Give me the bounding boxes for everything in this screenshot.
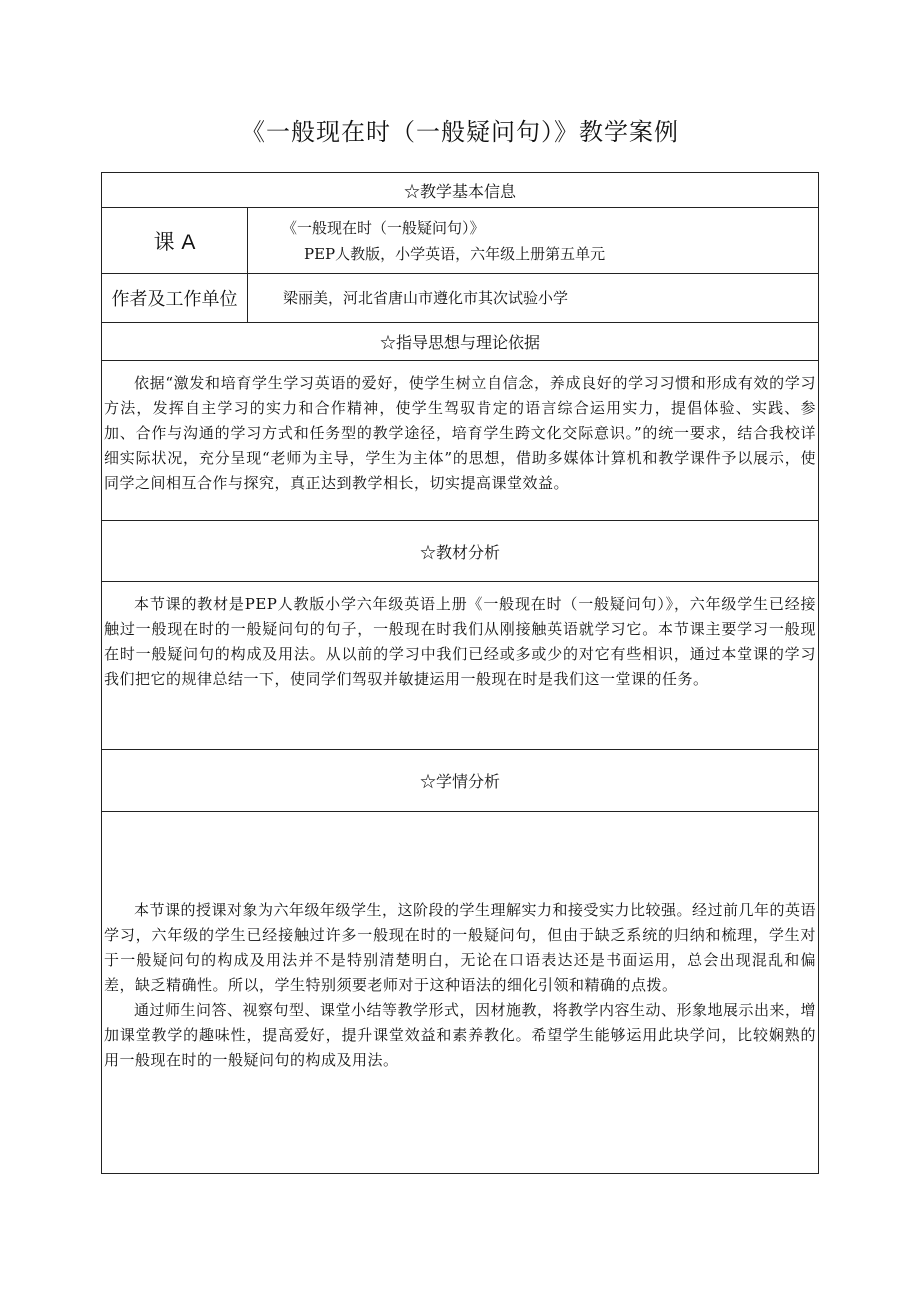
document-title: 《一般现在时（一般疑问句）》教学案例 [241, 118, 679, 146]
guiding-body [102, 361, 819, 521]
basic-info-header-row [102, 173, 819, 208]
course-label-prefix: 课 [153, 229, 175, 254]
guiding-paragraph: 依据“激发和培育学生学习英语的爱好，使学生树立自信念，养成良好的学习习惯和形成有效的学习方法，发挥自主学习的实力和合作精神，使学生驾驭肯定的语言综合运用实力，提倡体验、实践、参加、合作与沟通的学习方式和任务型的教学途径，培育学生跨文化交际意识。”的统一要求，结合我校详细实际状况，充分呈现“老师为主导，学生为主体”的思想，借助多媒体计算机和教学课件予以展示，使同学之间相互合作与探究，真正达到教学相长，切实提高课堂效益。 [104, 374, 817, 492]
guiding-header-row [102, 323, 819, 361]
basic-info-header: ☆教学基本信息 [102, 173, 819, 208]
course-value [248, 208, 819, 274]
material-header: ☆教材分析 [102, 521, 819, 582]
author-label: 作者及工作单位 [102, 274, 248, 323]
students-body [102, 812, 819, 1174]
students-header: ☆学情分析 [102, 750, 819, 812]
author-row [102, 274, 819, 323]
course-label-suffix: A [181, 230, 196, 254]
guiding-header: ☆指导思想与理论依据 [102, 323, 819, 361]
material-header-row [102, 521, 819, 582]
course-edition: PEP人教版，小学英语，六年级上册第五单元 [304, 244, 606, 263]
material-body [102, 582, 819, 750]
students-body-row [102, 812, 819, 1174]
material-body-row [102, 582, 819, 750]
guiding-body-row [102, 361, 819, 521]
course-row [102, 208, 819, 274]
students-paragraph-1: 本节课的授课对象为六年级年级学生，这阶段的学生理解实力和接受实力比较强。经过前几年的英语学习，六年级的学生已经接触过许多一般现在时的一般疑问句，但由于缺乏系统的归纳和梳理，学生对于一般疑问句的构成及用法并不是特别清楚明白，无论在口语表达还是书面运用，总会出现混乱和偏差，缺乏精确性。所以，学生特别须要老师对于这种语法的细化引领和精确的点拨。 [104, 901, 817, 994]
author-value: 梁丽美，河北省唐山市遵化市其次试验小学 [248, 274, 819, 323]
students-paragraph-2: 通过师生问答、视察句型、课堂小结等教学形式，因材施教，将教学内容生动、形象地展示出来，增加课堂教学的趣味性，提高爱好，提升课堂效益和素养教化。希望学生能够运用此块学问，比较娴熟的用一般现在时的一般疑问句的构成及用法。 [104, 1001, 817, 1069]
course-label [102, 208, 248, 274]
material-paragraph: 本节课的教材是PEP人教版小学六年级英语上册《一般现在时（一般疑问句）》，六年级学生已经接触过一般现在时的一般疑问句的句子，一般现在时我们从刚接触英语就学习它。本节课主要学习一般现在时一般疑问句的构成及用法。从以前的学习中我们已经或多或少的对它有些相识，通过本堂课的学习我们把它的规律总结一下，使同学们驾驭并敏捷运用一般现在时是我们这一堂课的任务。 [104, 595, 817, 688]
lesson-case-table [101, 172, 819, 1174]
course-title: 《一般现在时（一般疑问句）》 [282, 218, 485, 237]
students-header-row [102, 750, 819, 812]
